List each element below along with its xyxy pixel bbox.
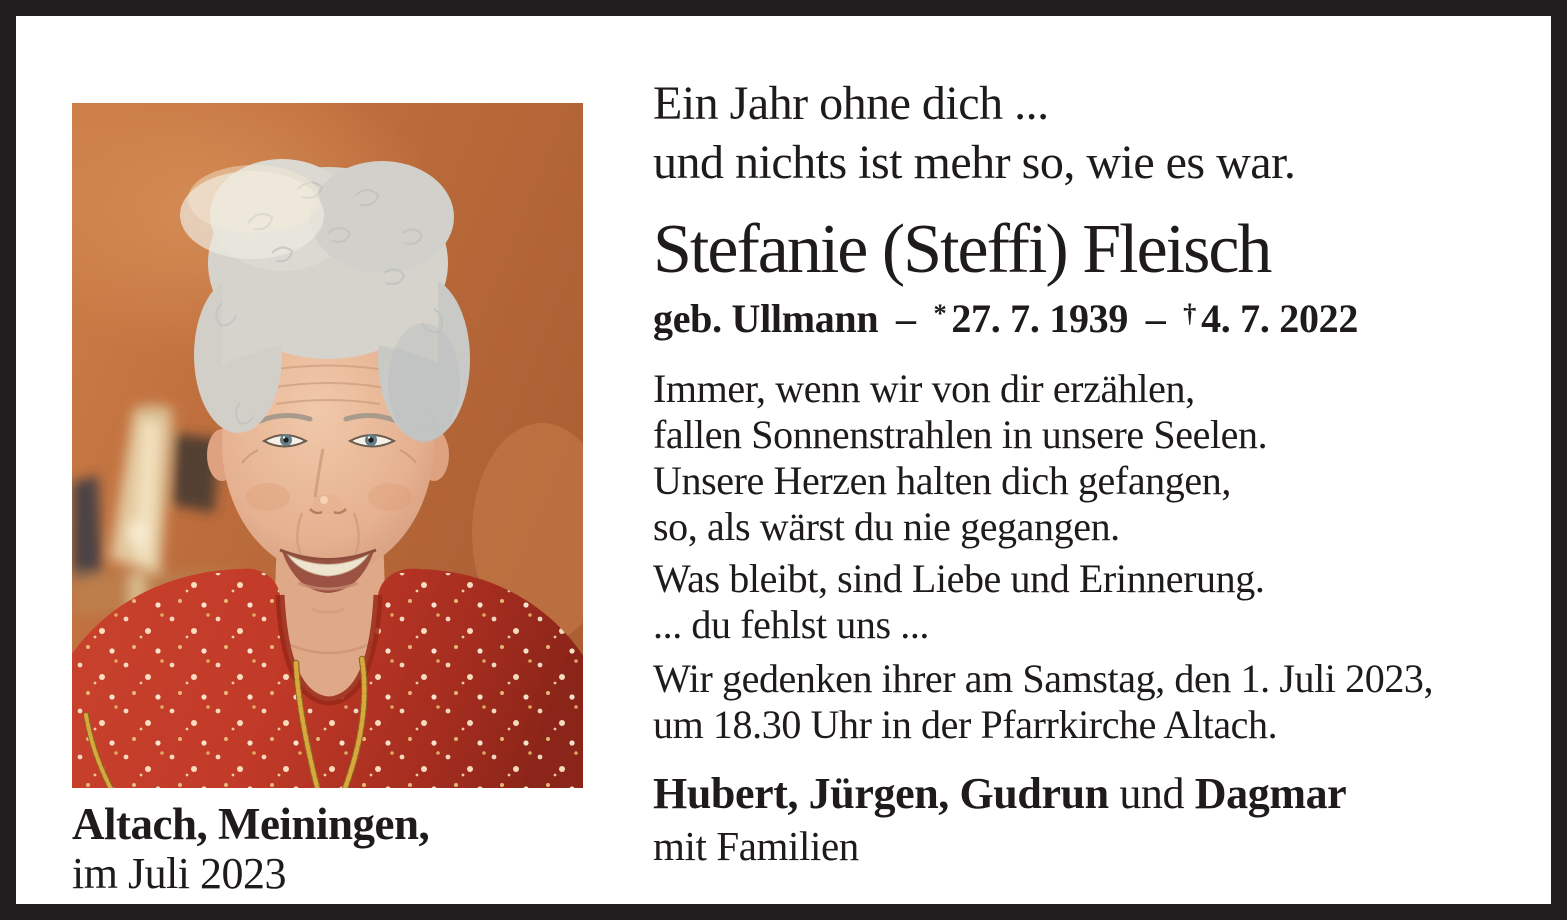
service-line-2: um 18.30 Uhr in der Pfarrkirche Altach. [653, 701, 1278, 747]
portrait-illustration [72, 103, 583, 788]
family-names-line [653, 770, 1553, 818]
remembrance-lines [653, 556, 1553, 648]
poem-line-4: so, als wärst du nie gegangen. [653, 503, 1120, 549]
lifespan-line [653, 295, 1553, 342]
family-names-last: Dagmar [1194, 768, 1347, 818]
imprint-places: Altach, Meiningen, [72, 799, 430, 849]
family-signature [653, 770, 1553, 870]
family-conjunction: und [1119, 768, 1185, 818]
family-suffix: mit Familien [653, 822, 859, 869]
poem-line-3: Unsere Herzen halten dich gefangen, [653, 457, 1231, 503]
birth-date: 27. 7. 1939 [951, 295, 1129, 341]
family-names-first: Hubert, Jürgen, Gudrun [653, 768, 1109, 818]
birth-star-symbol: * [933, 297, 947, 328]
opening-lines [653, 74, 1553, 192]
portrait-photo [72, 103, 583, 788]
death-date: 4. 7. 2022 [1201, 295, 1359, 341]
dash-separator-2: – [1145, 295, 1166, 341]
imprint-date: im Juli 2023 [72, 848, 287, 898]
imprint [72, 799, 430, 898]
opening-line-1: Ein Jahr ohne dich ... [653, 77, 1049, 130]
remembrance-line-2: ... du fehlst uns ... [653, 601, 930, 647]
death-cross-symbol: † [1183, 297, 1197, 328]
memorial-poem [653, 366, 1553, 550]
deceased-name: Stefanie (Steffi) Fleisch [653, 211, 1271, 288]
opening-line-2: und nichts ist mehr so, wie es war. [653, 136, 1296, 189]
maiden-name: geb. Ullmann [653, 295, 879, 341]
memorial-service-info [653, 656, 1553, 748]
notice-text-column [653, 74, 1553, 870]
service-line-1: Wir gedenken ihrer am Samstag, den 1. Juli 2023, [653, 655, 1434, 701]
remembrance-line-1: Was bleibt, sind Liebe und Erinnerung. [653, 555, 1265, 601]
dash-separator: – [896, 295, 916, 341]
poem-line-1: Immer, wenn wir von dir erzählen, [653, 365, 1195, 411]
poem-line-2: fallen Sonnenstrahlen in unsere Seelen. [653, 411, 1268, 457]
